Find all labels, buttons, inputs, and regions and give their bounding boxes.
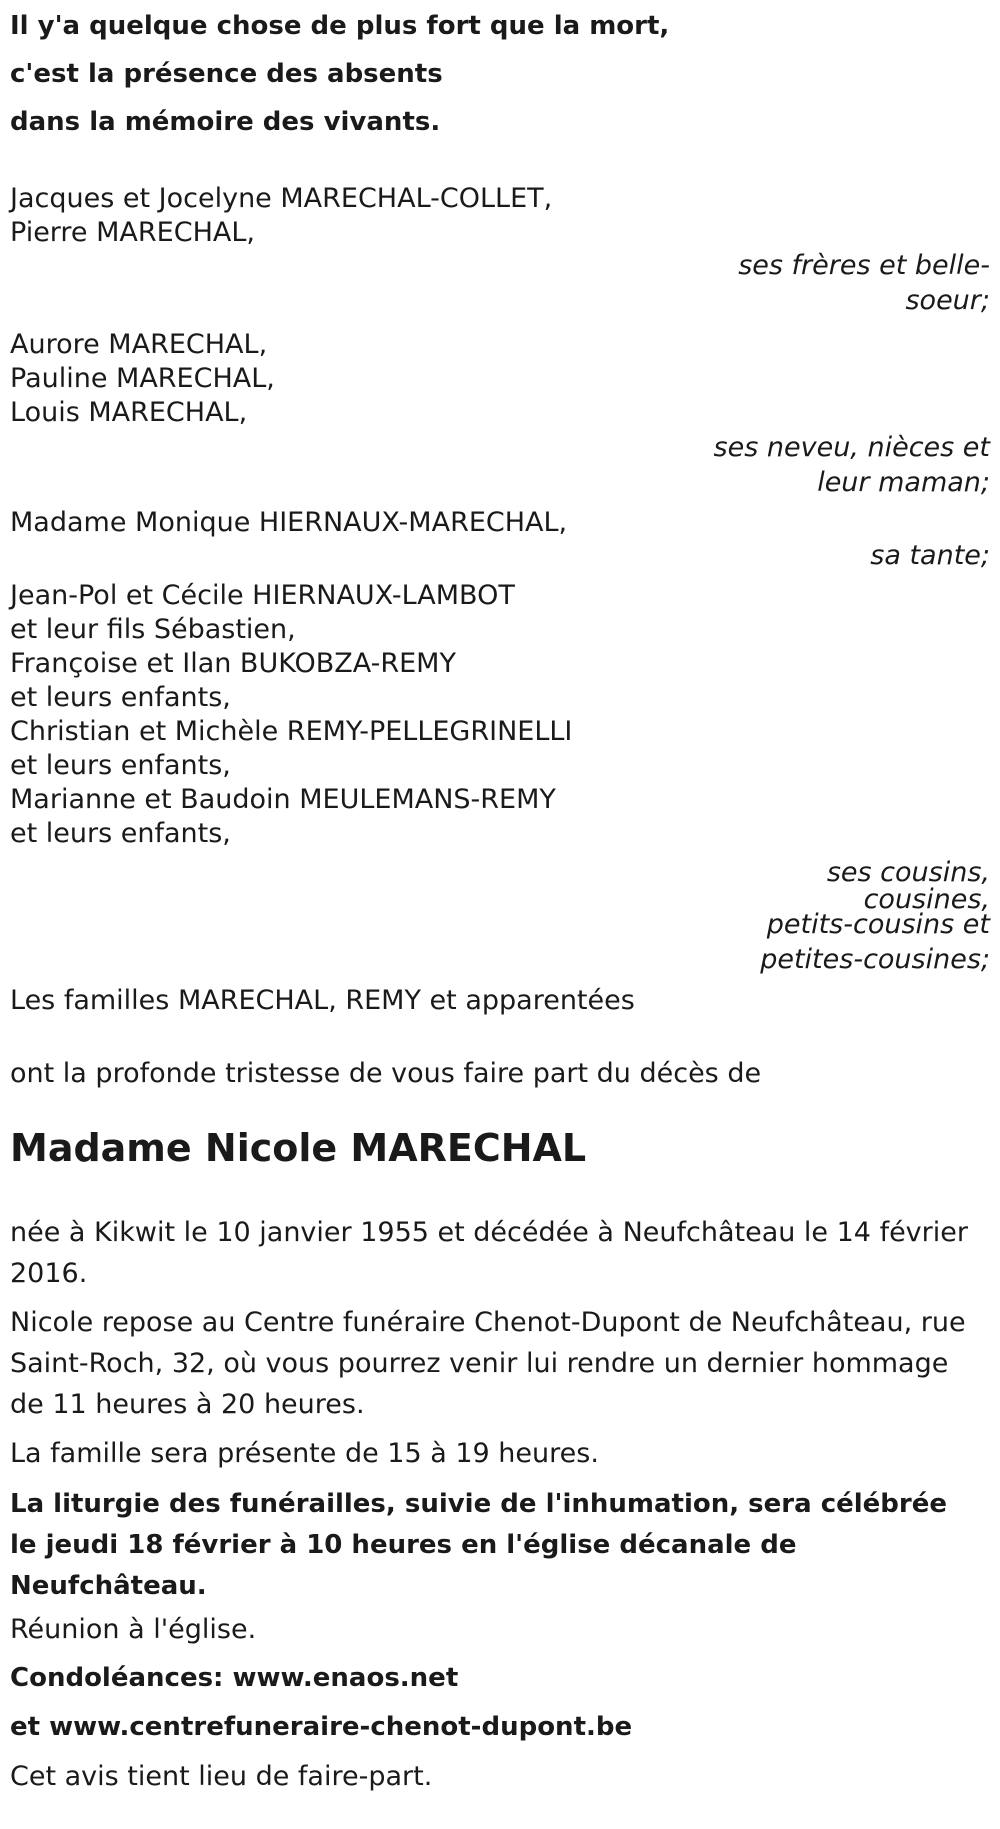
- repose-info: Nicole repose au Centre funéraire Chenot-Dupont de Neufchâteau, rue Saint-Roch, 32, où vous pourrez venir lui rendre un dernier hommage de 11 heures à 20 heures.: [10, 1307, 966, 1420]
- relative-name: Louis MARECHAL,: [10, 397, 248, 428]
- relative-name: Françoise et Ilan BUKOBZA-REMY: [10, 648, 456, 679]
- relative-name: Aurore MARECHAL,: [10, 329, 268, 360]
- relative-name: Jean-Pol et Cécile HIERNAUX-LAMBOT: [10, 580, 515, 611]
- condolences-line-1: Condoléances: www.enaos.net: [10, 1663, 459, 1693]
- relative-name: Marianne et Baudoin MEULEMANS-REMY: [10, 784, 556, 815]
- relative-name: Pauline MARECHAL,: [10, 363, 275, 394]
- relative-name: Christian et Michèle REMY-PELLEGRINELLI: [10, 716, 573, 747]
- meeting-info: Réunion à l'église.: [10, 1614, 257, 1645]
- relation-line: ses frères et belle-: [738, 250, 990, 281]
- relation-label-nephews: [10, 427, 1000, 503]
- families-line: [10, 980, 1000, 1021]
- relatives-nephews: [10, 325, 1000, 433]
- relative-name: Jacques et Jocelyne MARECHAL-COLLET,: [10, 183, 553, 214]
- opening-quote: [10, 0, 1000, 146]
- relatives-siblings: [10, 179, 1000, 253]
- birth-death-info: née à Kikwit le 10 janvier 1955 et décédée à Neufchâteau le 14 février 2016.: [10, 1217, 968, 1289]
- closing-note: Cet avis tient lieu de faire-part.: [10, 1761, 433, 1792]
- relation-line: petites-cousines;: [760, 944, 990, 975]
- relation-line: ses cousins,: [826, 857, 990, 888]
- liturgy-info: La liturgie des funérailles, suivie de l'inhumation, sera célébrée le jeudi 18 février à 10 heures en l'église décanale de Neufchâteau.: [10, 1489, 947, 1601]
- relative-name: et leurs enfants,: [10, 818, 231, 849]
- obituary-notice: [10, 0, 1000, 1797]
- relation-label-cousins: [10, 852, 1000, 980]
- relation-label-siblings: [10, 245, 1000, 321]
- families-text: Les familles MARECHAL, REMY et apparentées: [10, 985, 635, 1016]
- relatives-cousins: [10, 576, 1000, 854]
- relative-name: et leurs enfants,: [10, 682, 231, 713]
- relation-line: petits-cousins et: [766, 909, 990, 940]
- relative-name: Pierre MARECHAL,: [10, 217, 255, 248]
- quote-line: c'est la présence des absents: [10, 59, 443, 89]
- announcement-text: ont la profonde tristesse de vous faire part du décès de: [10, 1058, 762, 1089]
- quote-line: Il y'a quelque chose de plus fort que la mort,: [10, 11, 670, 41]
- relation-line: soeur;: [905, 285, 990, 316]
- relation-line: cousines,: [863, 884, 990, 915]
- condolences-line-2: et www.centrefuneraire-chenot-dupont.be: [10, 1712, 633, 1742]
- relative-name: et leurs enfants,: [10, 750, 231, 781]
- announcement: [10, 1053, 1000, 1094]
- deceased-name: Madame Nicole MARECHAL: [10, 1126, 587, 1170]
- relation-line: ses neveu, nièces et: [713, 432, 990, 463]
- relation-line: leur maman;: [817, 467, 990, 498]
- relative-name: Madame Monique HIERNAUX-MARECHAL,: [10, 507, 568, 538]
- family-presence: La famille sera présente de 15 à 19 heures.: [10, 1438, 599, 1469]
- relation-line: sa tante;: [870, 540, 990, 571]
- relative-name: et leur fils Sébastien,: [10, 614, 296, 645]
- quote-line: dans la mémoire des vivants.: [10, 107, 441, 137]
